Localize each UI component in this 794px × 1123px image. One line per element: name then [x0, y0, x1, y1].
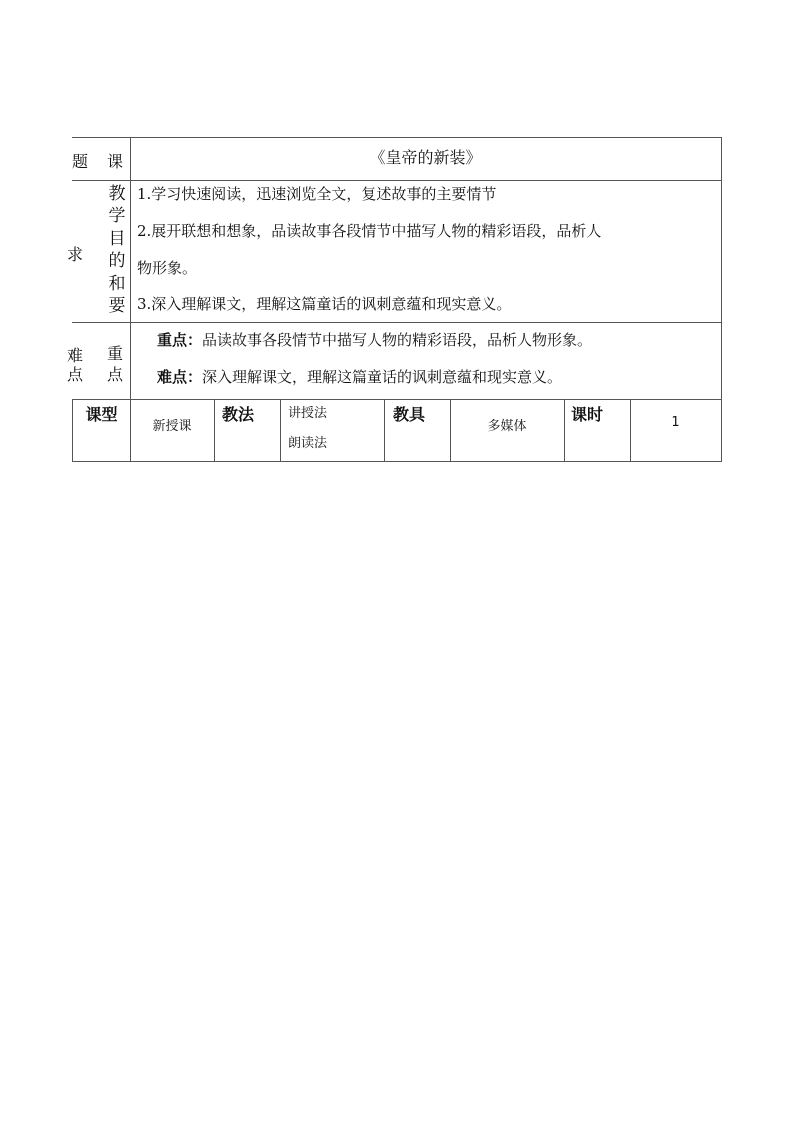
- goals-vertical-char: 教: [108, 184, 126, 204]
- goals-vertical-char: 要: [108, 296, 126, 316]
- goal-item-2-cont: 物形象。: [137, 259, 198, 277]
- method-value-1: 讲授法: [288, 406, 328, 421]
- title-label-cell: [72, 137, 131, 181]
- goals-vertical-char: 目: [108, 229, 126, 249]
- goal-item-1: 1.学习快速阅读，迅速浏览全文，复述故事的主要情节: [137, 185, 497, 203]
- type-label-cell: [72, 399, 131, 462]
- focus-content-cell: [130, 322, 722, 400]
- lesson-title: 《皇帝的新装》: [369, 148, 482, 167]
- lesson-plan-table: [67, 137, 722, 462]
- goals-side-label: 求: [67, 245, 84, 264]
- hours-value-cell: [630, 399, 722, 462]
- tools-label: 教具: [393, 405, 426, 424]
- method-value-cell: [280, 399, 385, 462]
- goals-vertical-char: 和: [108, 274, 126, 294]
- tools-value: 多媒体: [487, 419, 527, 434]
- key-point: [157, 329, 592, 350]
- focus-label-tl: 难: [67, 346, 84, 365]
- goal-item-2: 2.展开联想和想象，品读故事各段情节中描写人物的精彩语段，品析人: [137, 222, 602, 240]
- tools-label-cell: [384, 399, 451, 462]
- focus-label-bl: 点: [67, 365, 84, 384]
- title-value-cell: [130, 137, 722, 181]
- tools-value-cell: [450, 399, 565, 462]
- key-point-label: 重点：: [157, 331, 203, 349]
- type-value-cell: [130, 399, 215, 462]
- title-label-right: 课: [107, 152, 124, 171]
- method-label: 教法: [222, 405, 255, 424]
- goals-label-cell: [67, 180, 131, 323]
- type-label: 课型: [85, 405, 118, 424]
- goals-content-cell: [130, 180, 722, 323]
- difficulty-text: 深入理解课文，理解这篇童话的讽刺意蕴和现实意义。: [202, 368, 563, 386]
- difficulty-label: 难点：: [157, 368, 203, 386]
- focus-label-cell: [67, 322, 131, 400]
- hours-value: 1: [671, 415, 680, 430]
- focus-label-br: 点: [107, 365, 124, 384]
- goal-item-3: 3.深入理解课文，理解这篇童话的讽刺意蕴和现实意义。: [137, 295, 512, 313]
- key-point-text: 品读故事各段情节中描写人物的精彩语段，品析人物形象。: [202, 331, 593, 349]
- type-value: 新授课: [152, 419, 192, 434]
- focus-label-tr: 重: [107, 344, 124, 363]
- hours-label: 课时: [571, 405, 604, 424]
- method-label-cell: [214, 399, 281, 462]
- method-value-2: 朗读法: [288, 436, 328, 451]
- hours-label-cell: [564, 399, 631, 462]
- title-label-left: 题: [72, 152, 89, 171]
- goals-vertical-char: 的: [108, 251, 126, 271]
- goals-vertical-char: 学: [108, 206, 126, 226]
- difficulty-point: [157, 366, 562, 387]
